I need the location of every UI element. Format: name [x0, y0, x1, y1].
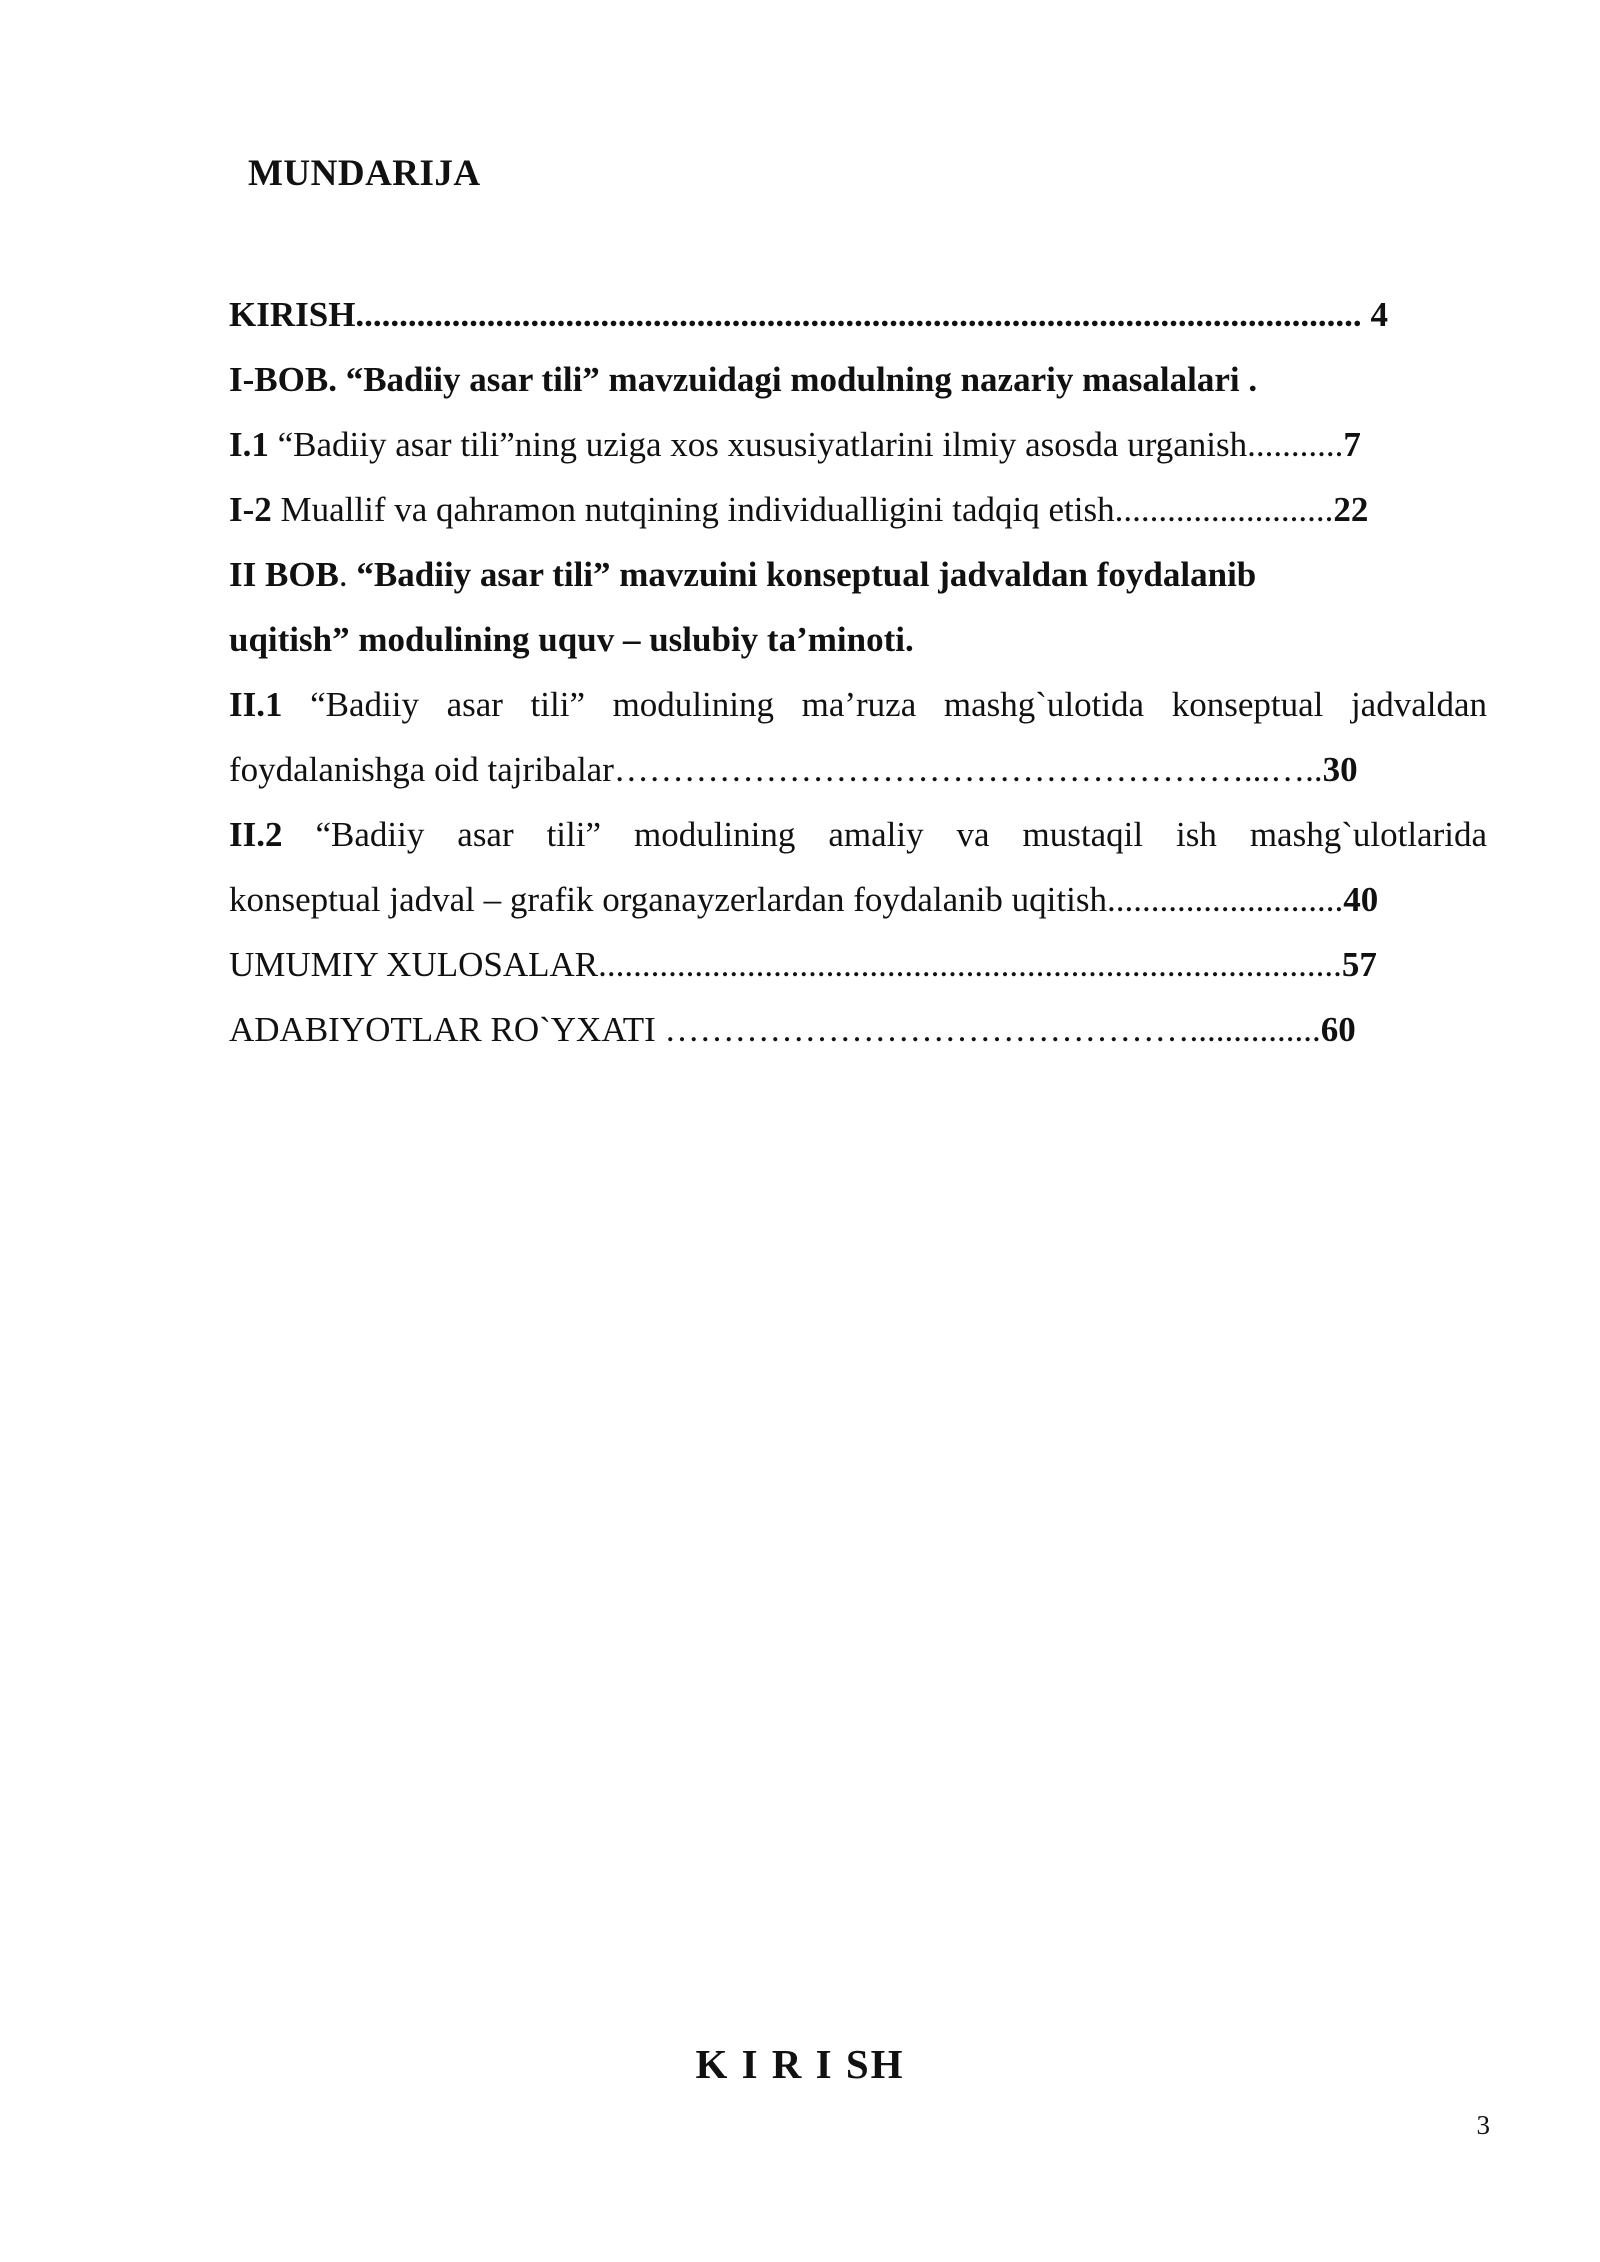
- table-of-contents: [229, 282, 1487, 1062]
- toc-section-number: II BOB: [229, 555, 339, 594]
- toc-entry-text: uqitish” modulining uquv – uslubiy ta’minoti.: [229, 620, 914, 659]
- toc-entry-text: ADABIYOTLAR RO`YXATI ………………………………………...............: [229, 1010, 1321, 1049]
- toc-section-number: I-2: [229, 490, 272, 529]
- toc-entry-text: “Badiiy asar tili” modulining amaliy va mustaqil ish mashg`ulotlarida: [282, 815, 1487, 854]
- toc-entry-text: “Badiiy asar tili”ning uziga xos xususiyatlarini ilmiy asosda urganish...........: [268, 425, 1344, 464]
- toc-page-number: 60: [1320, 1010, 1356, 1049]
- toc-entry-text: I-BOB. “Badiiy asar tili” mavzuidagi modulning nazariy masalalari .: [229, 360, 1258, 399]
- toc-entry-section-2-1-line-2[interactable]: [229, 737, 1487, 802]
- toc-entry-section-2-2-line-1[interactable]: [229, 802, 1487, 867]
- toc-entry-references[interactable]: [229, 997, 1487, 1062]
- toc-page-number: 57: [1341, 945, 1377, 984]
- toc-entry-section-2-1-line-1[interactable]: [229, 672, 1487, 737]
- toc-entry-section-2-2-line-2[interactable]: [229, 867, 1487, 932]
- toc-entry-text: KIRISH...................................................................................................................: [229, 295, 1362, 334]
- toc-entry-kirish[interactable]: [229, 282, 1487, 347]
- toc-entry-conclusions[interactable]: [229, 932, 1487, 997]
- toc-entry-chapter-1[interactable]: [229, 347, 1487, 412]
- toc-entry-text: konseptual jadval – grafik organayzerlardan foydalanib uqitish...........................: [229, 880, 1344, 919]
- section-title-introduction: K I R I SH: [695, 2041, 905, 2087]
- toc-entry-chapter-2-line-1[interactable]: [229, 542, 1487, 607]
- page-number: 3: [1476, 2110, 1490, 2140]
- toc-page-number: 22: [1333, 490, 1369, 529]
- toc-page-number: 4: [1361, 295, 1388, 334]
- toc-section-number: I.1: [229, 425, 269, 464]
- toc-page-number: 30: [1322, 750, 1358, 789]
- toc-page-number: 40: [1343, 880, 1379, 919]
- toc-entry-text: foydalanishga oid tajribalar………………………………………………...…..: [229, 750, 1323, 789]
- toc-separator: .: [338, 555, 357, 594]
- toc-section-number: II.1: [229, 685, 283, 724]
- toc-page-number: 7: [1343, 425, 1361, 464]
- toc-entry-section-1-1[interactable]: [229, 412, 1487, 477]
- toc-entry-text: Muallif va qahramon nutqining individualligini tadqiq etish.........................: [271, 490, 1334, 529]
- toc-entry-text: “Badiiy asar tili” mavzuini konseptual jadvaldan foydalanib: [356, 555, 1257, 594]
- page-title: MUNDARIJA: [248, 153, 481, 194]
- toc-entry-text: “Badiiy asar tili” modulining ma’ruza mashg`ulotida konseptual jadvaldan: [282, 685, 1487, 724]
- toc-entry-section-1-2[interactable]: [229, 477, 1487, 542]
- toc-entry-text: UMUMIY XULOSALAR.....................................................................................: [229, 945, 1342, 984]
- toc-entry-chapter-2-line-2[interactable]: [229, 607, 1487, 672]
- toc-section-number: II.2: [229, 815, 283, 854]
